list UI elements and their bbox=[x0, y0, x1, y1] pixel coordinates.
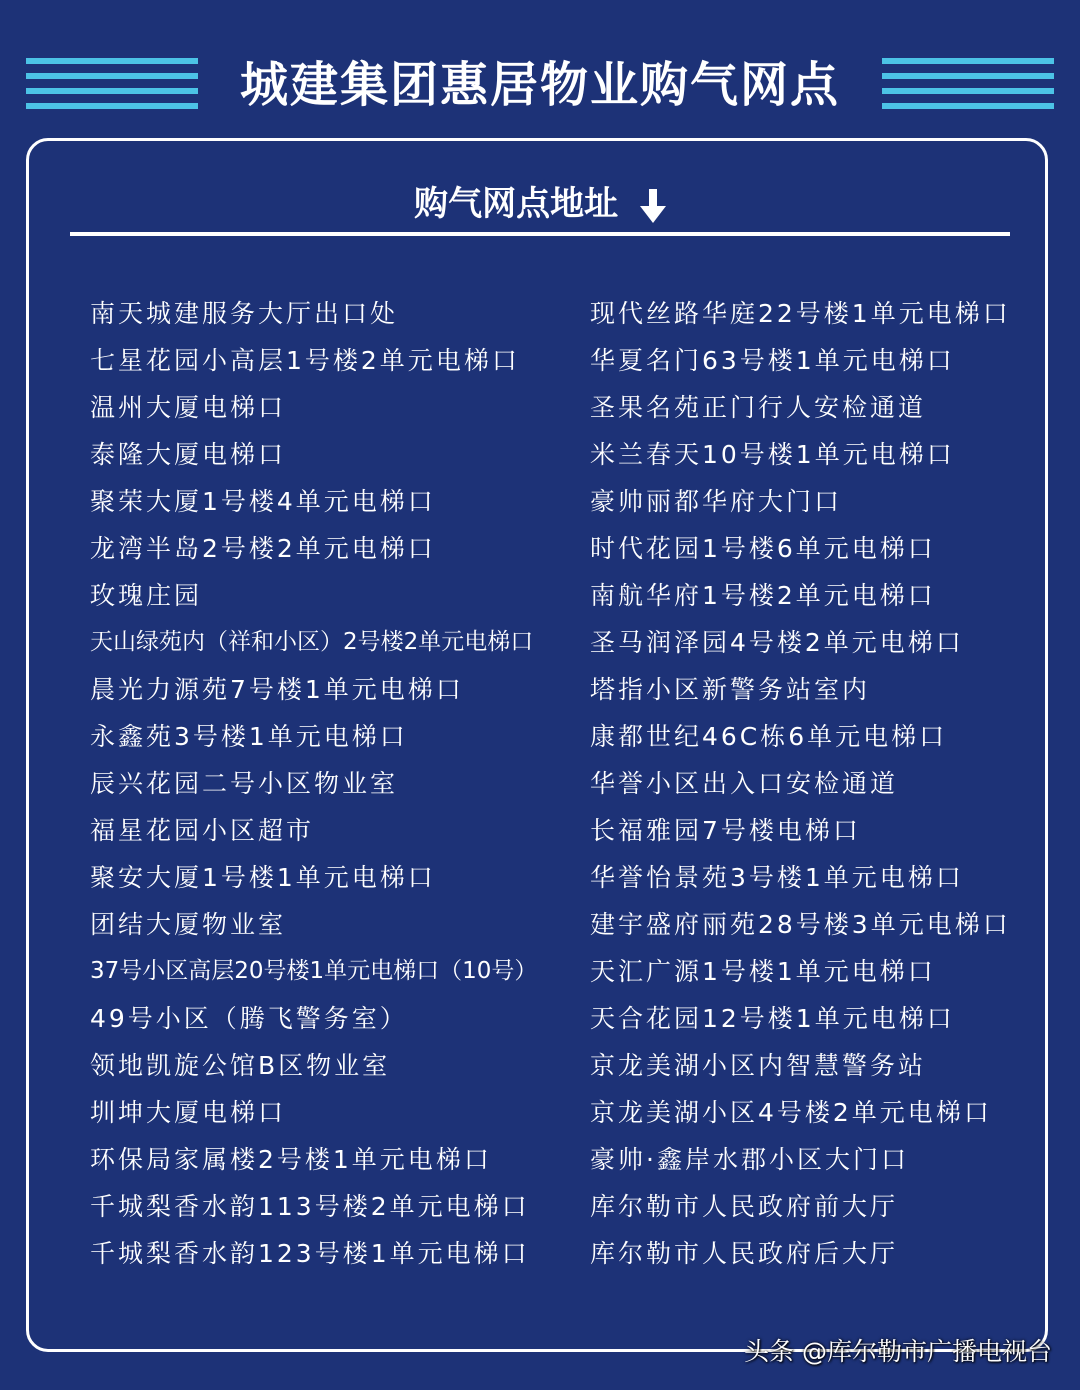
address-item: 豪帅丽都华府大门口 bbox=[590, 487, 843, 516]
address-item: 领地凯旋公馆B区物业室 bbox=[90, 1051, 391, 1080]
arrow-down-icon bbox=[640, 189, 666, 223]
section-heading bbox=[0, 176, 1080, 232]
address-item: 辰兴花园二号小区物业室 bbox=[90, 769, 399, 798]
address-item: 泰隆大厦电梯口 bbox=[90, 440, 287, 469]
address-item: 环保局家属楼2号楼1单元电梯口 bbox=[90, 1145, 492, 1174]
address-item: 库尔勒市人民政府后大厅 bbox=[590, 1239, 899, 1268]
address-item: 千城梨香水韵113号楼2单元电梯口 bbox=[90, 1192, 530, 1221]
address-item: 龙湾半岛2号楼2单元电梯口 bbox=[90, 534, 436, 563]
section-heading-label: 购气网点地址 bbox=[414, 184, 619, 224]
address-item: 千城梨香水韵123号楼1单元电梯口 bbox=[90, 1239, 530, 1268]
address-item: 华誉怡景苑3号楼1单元电梯口 bbox=[590, 863, 964, 892]
address-item: 49号小区（腾飞警务室） bbox=[90, 1004, 408, 1033]
address-item: 时代花园1号楼6单元电梯口 bbox=[590, 534, 936, 563]
left-address-list bbox=[90, 290, 560, 1277]
decorative-stripes-right bbox=[882, 58, 1054, 112]
address-item: 聚荣大厦1号楼4单元电梯口 bbox=[90, 487, 436, 516]
address-item: 聚安大厦1号楼1单元电梯口 bbox=[90, 863, 436, 892]
address-item: 京龙美湖小区内智慧警务站 bbox=[590, 1051, 927, 1080]
address-item: 37号小区高层20号楼1单元电梯口（10号） bbox=[90, 958, 538, 984]
address-item: 华夏名门63号楼1单元电梯口 bbox=[590, 346, 955, 375]
address-item: 天合花园12号楼1单元电梯口 bbox=[590, 1004, 955, 1033]
address-item: 京龙美湖小区4号楼2单元电梯口 bbox=[590, 1098, 992, 1127]
address-item: 塔指小区新警务站室内 bbox=[590, 675, 871, 704]
decorative-stripes-left bbox=[26, 58, 198, 112]
heading-divider bbox=[70, 232, 1010, 236]
address-item: 圣马润泽园4号楼2单元电梯口 bbox=[590, 628, 964, 657]
address-item: 团结大厦物业室 bbox=[90, 910, 287, 939]
address-item: 豪帅·鑫岸水郡小区大门口 bbox=[590, 1145, 909, 1174]
address-item: 天山绿苑内（祥和小区）2号楼2单元电梯口 bbox=[90, 629, 534, 655]
source-watermark: 头条 @库尔勒市广播电视台 bbox=[744, 1337, 1052, 1366]
address-item: 晨光力源苑7号楼1单元电梯口 bbox=[90, 675, 464, 704]
address-item: 米兰春天10号楼1单元电梯口 bbox=[590, 440, 955, 469]
right-address-list bbox=[590, 290, 1060, 1277]
address-item: 七星花园小高层1号楼2单元电梯口 bbox=[90, 346, 520, 375]
address-item: 康都世纪46C栋6单元电梯口 bbox=[590, 722, 948, 751]
address-item: 库尔勒市人民政府前大厅 bbox=[590, 1192, 899, 1221]
address-item: 圣果名苑正门行人安检通道 bbox=[590, 393, 927, 422]
address-item: 福星花园小区超市 bbox=[90, 816, 315, 845]
header bbox=[0, 52, 1080, 118]
address-item: 玫瑰庄园 bbox=[90, 581, 203, 610]
address-item: 长福雅园7号楼电梯口 bbox=[590, 816, 861, 845]
address-item: 南天城建服务大厅出口处 bbox=[90, 299, 399, 328]
address-item: 永鑫苑3号楼1单元电梯口 bbox=[90, 722, 408, 751]
address-item: 现代丝路华庭22号楼1单元电梯口 bbox=[590, 299, 1011, 328]
address-item: 华誉小区出入口安检通道 bbox=[590, 769, 899, 798]
address-item: 南航华府1号楼2单元电梯口 bbox=[590, 581, 936, 610]
address-item: 温州大厦电梯口 bbox=[90, 393, 287, 422]
page-title: 城建集团惠居物业购气网点 bbox=[239, 57, 840, 113]
address-item: 天汇广源1号楼1单元电梯口 bbox=[590, 957, 936, 986]
address-item: 建宇盛府丽苑28号楼3单元电梯口 bbox=[590, 910, 1011, 939]
address-item: 圳坤大厦电梯口 bbox=[90, 1098, 287, 1127]
